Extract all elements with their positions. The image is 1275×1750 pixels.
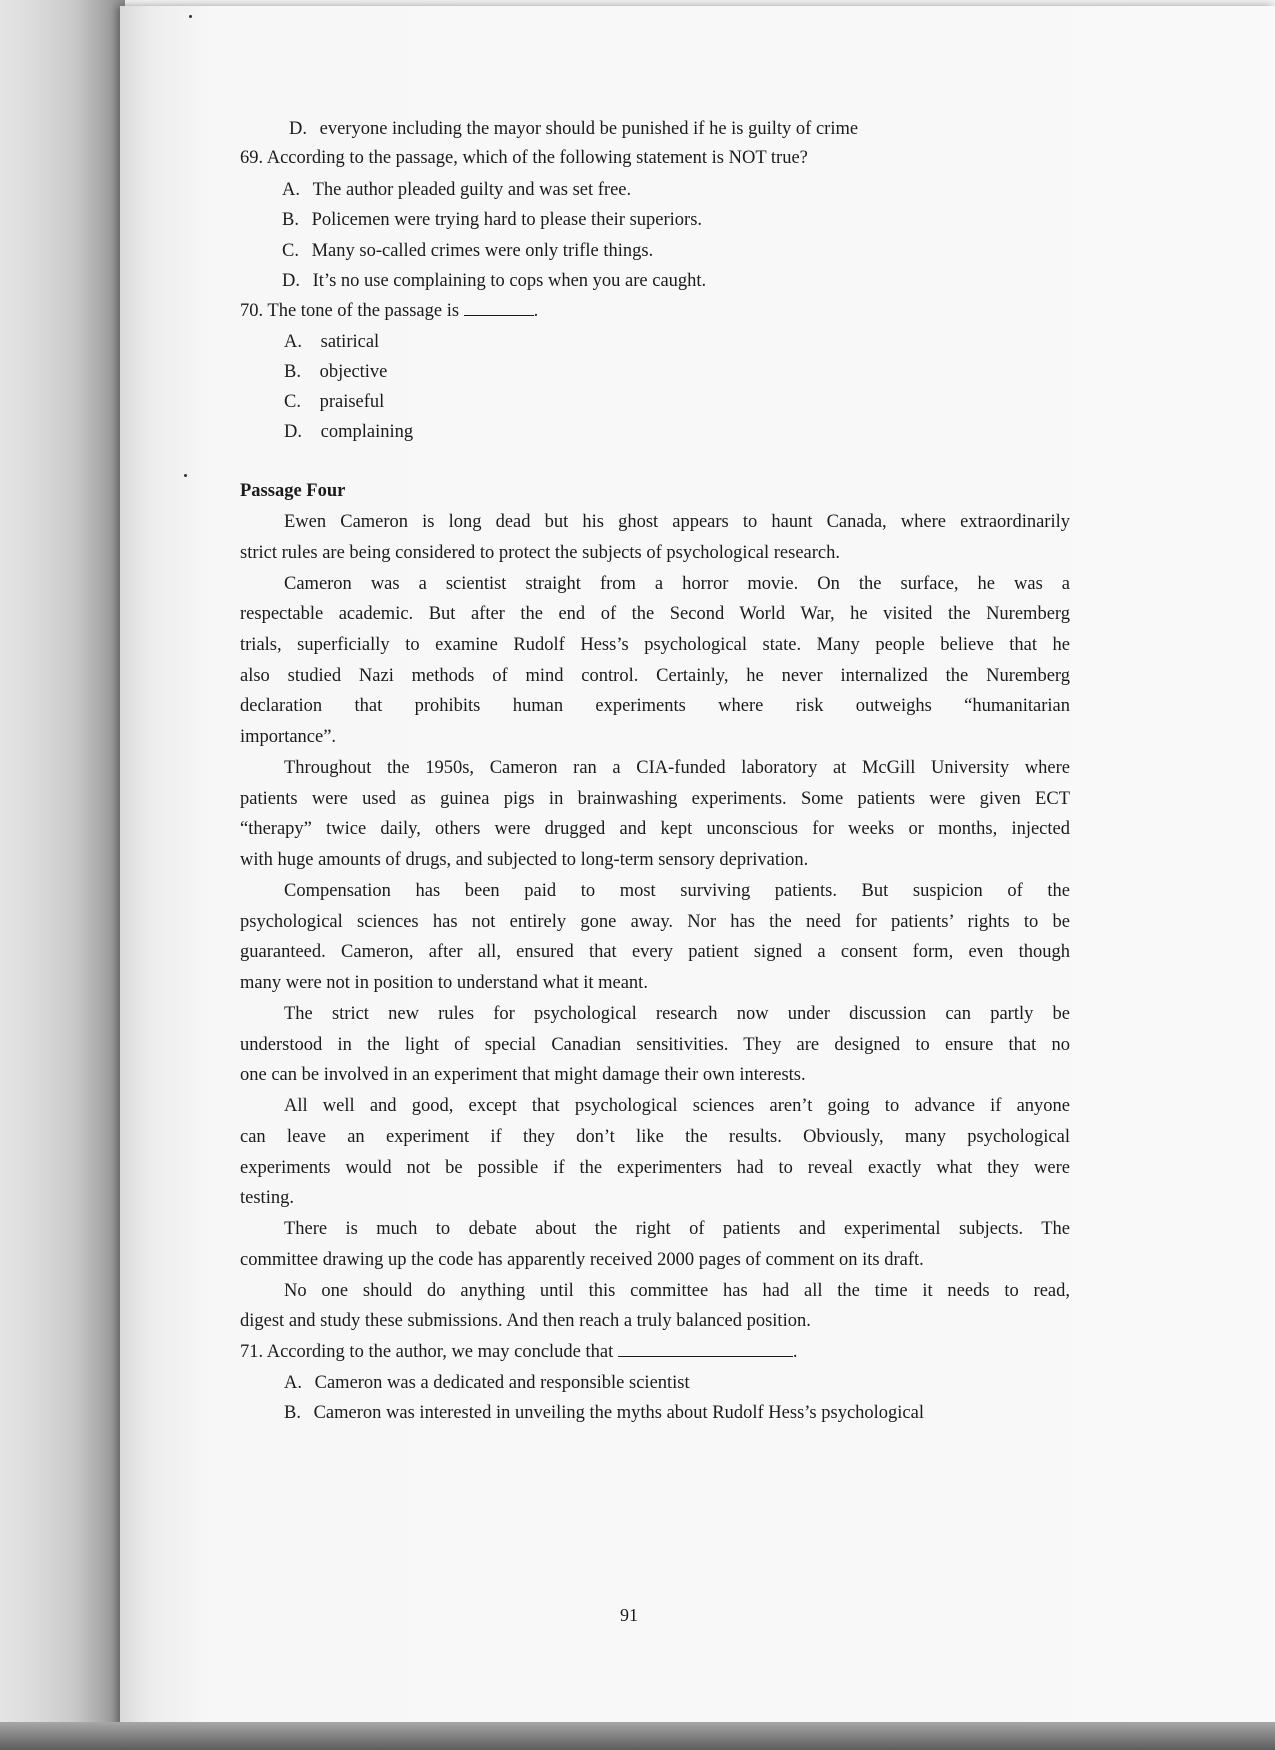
option-letter: A. — [284, 1373, 302, 1393]
passage-line: importance”. — [240, 727, 337, 747]
q71-option-a — [284, 1367, 690, 1400]
option-text: The author pleaded guilty and was set free. — [312, 180, 632, 200]
scan-shadow-bottom — [0, 1722, 1275, 1750]
option-letter: C. — [284, 392, 301, 412]
passage-line: understood in the light of special Canadian sensitivities. They are designed to ensure that no — [240, 1035, 1070, 1055]
passage-line: patients were used as guinea pigs in brainwashing experiments. Some patients were given ECT — [240, 789, 1070, 809]
passage-line: Ewen Cameron is long dead but his ghost appears to haunt Canada, where extraordinarily — [284, 512, 1070, 532]
passage-line: trials, superficially to examine Rudolf Hess’s psychological state. Many people believe that he — [240, 635, 1070, 655]
option-letter: A. — [282, 180, 300, 200]
stem-text: 70. The tone of the passage is — [240, 301, 460, 321]
answer-blank — [464, 301, 534, 316]
q69-option-a — [282, 174, 631, 207]
passage-line: psychological sciences has not entirely gone away. Nor has the need for patients’ rights to be — [240, 912, 1070, 932]
q70-stem — [240, 295, 538, 328]
option-text: satirical — [320, 332, 380, 352]
option-letter: B. — [284, 362, 301, 382]
passage-line: strict rules are being considered to protect the subjects of psychological research. — [240, 543, 841, 563]
passage-line: declaration that prohibits human experiments where risk outweighs “humanitarian — [240, 696, 1070, 716]
option-text: Policemen were trying hard to please their superiors. — [311, 210, 703, 230]
passage-line: “therapy” twice daily, others were drugged and kept unconscious for weeks or months, injected — [240, 819, 1070, 839]
q70-option-b — [284, 356, 387, 389]
option-letter: D. — [284, 422, 302, 442]
passage-line: guaranteed. Cameron, after all, ensured that every patient signed a consent form, even though — [240, 942, 1070, 962]
answer-blank — [618, 1342, 793, 1357]
option-text: everyone including the mayor should be punished if he is guilty of crime — [319, 119, 859, 139]
option-letter: B. — [282, 210, 299, 230]
q69-option-b — [282, 204, 702, 237]
passage-line: There is much to debate about the right of patients and experimental subjects. The — [284, 1219, 1070, 1239]
speck — [184, 474, 187, 477]
speck — [189, 15, 192, 18]
option-letter: D. — [289, 119, 307, 139]
q70-option-c — [284, 386, 384, 419]
passage-line: many were not in position to understand what it meant. — [240, 973, 648, 993]
passage-line: also studied Nazi methods of mind control. Certainly, he never internalized the Nuremberg — [240, 666, 1070, 686]
passage-line: experiments would not be possible if the experimenters had to reveal exactly what they were — [240, 1158, 1070, 1178]
option-text: praiseful — [319, 392, 385, 412]
passage-line: respectable academic. But after the end of the Second World War, he visited the Nuremberg — [240, 604, 1070, 624]
option-letter: C. — [282, 241, 299, 261]
passage-line: No one should do anything until this committee has had all the time it needs to read, — [284, 1281, 1070, 1301]
page-number: 91 — [620, 1605, 638, 1625]
passage-line: digest and study these submissions. And then reach a truly balanced position. — [240, 1311, 811, 1331]
option-text: complaining — [320, 422, 414, 442]
q69-stem: 69. According to the passage, which of the following statement is NOT true? — [240, 148, 808, 168]
stem-end: . — [792, 1342, 798, 1362]
passage-line: Compensation has been paid to most surviving patients. But suspicion of the — [284, 881, 1070, 901]
q71-stem — [240, 1336, 798, 1369]
stem-end: . — [533, 301, 539, 321]
option-text: It’s no use complaining to cops when you are caught. — [312, 271, 707, 291]
q70-option-a — [284, 326, 379, 359]
passage-line: All well and good, except that psychological sciences aren’t going to advance if anyone — [284, 1096, 1070, 1116]
passage-line: testing. — [240, 1188, 294, 1208]
option-text: Many so-called crimes were only trifle things. — [311, 241, 654, 261]
option-letter: A. — [284, 332, 302, 352]
passage-line: Cameron was a scientist straight from a horror movie. On the surface, he was a — [284, 574, 1070, 594]
q69-option-c — [282, 235, 653, 268]
option-letter: B. — [284, 1403, 301, 1423]
passage-line: one can be involved in an experiment that might damage their own interests. — [240, 1065, 806, 1085]
q71-option-b — [284, 1397, 924, 1430]
passage-line: committee drawing up the code has apparently received 2000 pages of comment on its draft. — [240, 1250, 924, 1270]
option-text: objective — [319, 362, 388, 382]
option-text: Cameron was a dedicated and responsible scientist — [314, 1373, 690, 1393]
passage-line: The strict new rules for psychological research now under discussion can partly be — [284, 1004, 1070, 1024]
passage-line: can leave an experiment if they don’t like the results. Obviously, many psychological — [240, 1127, 1070, 1147]
passage-line: Throughout the 1950s, Cameron ran a CIA-funded laboratory at McGill University where — [284, 758, 1070, 778]
stem-text: 71. According to the author, we may conclude that — [240, 1342, 614, 1362]
passage-heading: Passage Four — [240, 481, 346, 501]
q70-option-d — [284, 416, 413, 449]
option-letter: D. — [282, 271, 300, 291]
scan-shadow-left — [0, 0, 125, 1750]
q69-option-d — [282, 265, 706, 298]
passage-line: with huge amounts of drugs, and subjected to long-term sensory deprivation. — [240, 850, 809, 870]
option-text: Cameron was interested in unveiling the myths about Rudolf Hess’s psychological — [313, 1403, 924, 1423]
